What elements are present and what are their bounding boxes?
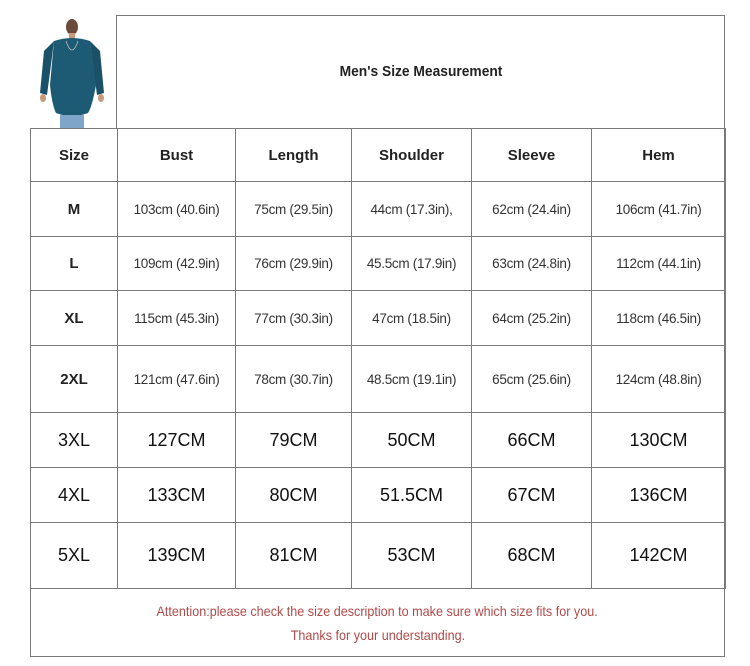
shoulder-cell: 45.5cm (17.9in) (352, 237, 472, 291)
shoulder-cell: 51.5CM (352, 468, 472, 523)
shoulder-cell: 48.5cm (19.1in) (352, 346, 472, 413)
size-cell: 5XL (31, 523, 118, 589)
size-cell: L (31, 237, 118, 291)
bust-cell: 127CM (118, 413, 236, 468)
sleeve-cell: 68CM (472, 523, 592, 589)
attention-note (30, 589, 725, 657)
length-cell: 77cm (30.3in) (236, 291, 352, 346)
header-row (31, 129, 726, 182)
header-hem: Hem (592, 129, 726, 182)
sleeve-cell: 65cm (25.6in) (472, 346, 592, 413)
hem-cell: 130CM (592, 413, 726, 468)
header-shoulder: Shoulder (352, 129, 472, 182)
length-cell: 76cm (29.9in) (236, 237, 352, 291)
table-row (31, 413, 726, 468)
hem-cell: 112cm (44.1in) (592, 237, 726, 291)
sleeve-cell: 66CM (472, 413, 592, 468)
bust-cell: 109cm (42.9in) (118, 237, 236, 291)
length-cell: 81CM (236, 523, 352, 589)
sleeve-cell: 64cm (25.2in) (472, 291, 592, 346)
table-row (31, 346, 726, 413)
model-photo (30, 15, 117, 128)
header-length: Length (236, 129, 352, 182)
hem-cell: 136CM (592, 468, 726, 523)
bust-cell: 115cm (45.3in) (118, 291, 236, 346)
bust-cell: 133CM (118, 468, 236, 523)
table-row (31, 182, 726, 237)
sleeve-cell: 63cm (24.8in) (472, 237, 592, 291)
length-cell: 80CM (236, 468, 352, 523)
size-table (30, 128, 726, 589)
hem-cell: 118cm (46.5in) (592, 291, 726, 346)
bust-cell: 121cm (47.6in) (118, 346, 236, 413)
bust-cell: 139CM (118, 523, 236, 589)
table-row (31, 291, 726, 346)
length-cell: 79CM (236, 413, 352, 468)
table-row (31, 237, 726, 291)
hem-cell: 106cm (41.7in) (592, 182, 726, 237)
sleeve-cell: 67CM (472, 468, 592, 523)
shoulder-cell: 44cm (17.3in), (352, 182, 472, 237)
header-size: Size (31, 129, 118, 182)
shoulder-cell: 50CM (352, 413, 472, 468)
table-row (31, 523, 726, 589)
bust-cell: 103cm (40.6in) (118, 182, 236, 237)
hem-cell: 124cm (48.8in) (592, 346, 726, 413)
shoulder-cell: 47cm (18.5in) (352, 291, 472, 346)
length-cell: 75cm (29.5in) (236, 182, 352, 237)
header-sleeve: Sleeve (472, 129, 592, 182)
header-bust: Bust (118, 129, 236, 182)
table-row (31, 468, 726, 523)
shirt-model-icon (30, 15, 117, 128)
size-cell: M (31, 182, 118, 237)
length-cell: 78cm (30.7in) (236, 346, 352, 413)
sleeve-cell: 62cm (24.4in) (472, 182, 592, 237)
size-cell: 3XL (31, 413, 118, 468)
thanks-line: Thanks for your understanding. (290, 627, 465, 643)
size-cell: 4XL (31, 468, 118, 523)
shoulder-cell: 53CM (352, 523, 472, 589)
attention-line: Attention:please check the size description to make sure which size fits for you. (156, 603, 599, 619)
size-cell: XL (31, 291, 118, 346)
hem-cell: 142CM (592, 523, 726, 589)
size-cell: 2XL (31, 346, 118, 413)
chart-title: Men's Size Measurement (339, 63, 503, 80)
